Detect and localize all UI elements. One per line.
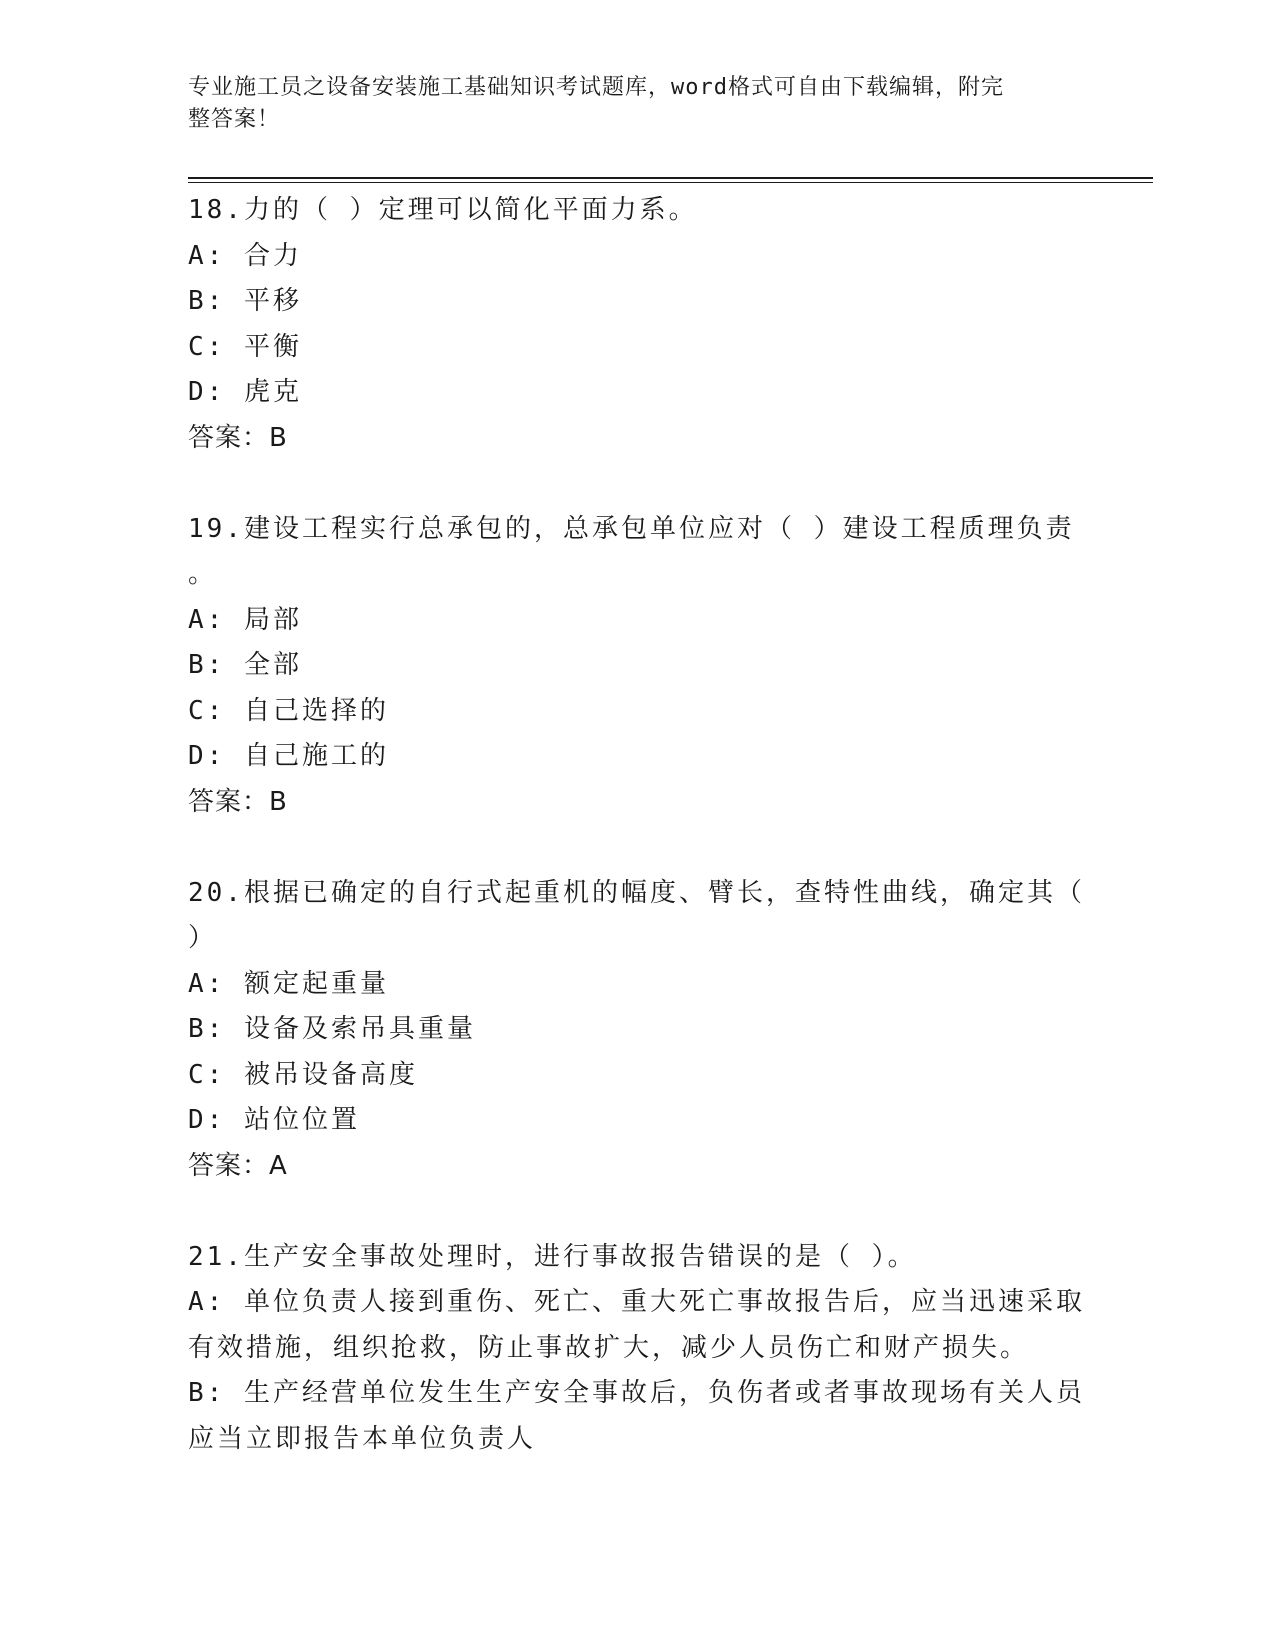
question-stem-continued: 。 bbox=[188, 559, 218, 589]
option-a: A: 局部 bbox=[188, 604, 302, 635]
answer: 答案：B bbox=[188, 786, 288, 817]
option-c: C: 自己选择的 bbox=[188, 695, 389, 726]
option-d: D: 虎克 bbox=[188, 377, 302, 407]
answer: 答案：B bbox=[188, 422, 288, 453]
option-c: C: 被吊设备高度 bbox=[188, 1059, 418, 1090]
option-a: A: 合力 bbox=[188, 240, 302, 271]
option-b-continued: 应当立即报告本单位负责人 bbox=[188, 1423, 537, 1454]
question-list bbox=[188, 188, 1088, 1462]
option-b: B: 生产经营单位发生生产安全事故后，负伤者或者事故现场有关人员 bbox=[188, 1378, 1085, 1408]
option-b: B: 设备及索吊具重量 bbox=[188, 1014, 476, 1044]
option-b: B: 全部 bbox=[188, 650, 302, 680]
question-stem: 18.力的（ ）定理可以简化平面力系。 bbox=[188, 195, 698, 225]
question-stem: 19.建设工程实行总承包的，总承包单位应对（ ）建设工程质理负责 bbox=[188, 513, 1075, 544]
option-a: A: 单位负责人接到重伤、死亡、重大死亡事故报告后，应当迅速采取 bbox=[188, 1287, 1085, 1317]
question-stem: 21.生产安全事故处理时，进行事故报告错误的是（ ）。 bbox=[188, 1241, 917, 1272]
header-divider-thin bbox=[188, 182, 1153, 183]
question-20 bbox=[188, 871, 1088, 1190]
answer: 答案：A bbox=[188, 1150, 288, 1181]
spacer bbox=[188, 461, 1088, 507]
question-21 bbox=[188, 1235, 1088, 1463]
spacer bbox=[188, 1189, 1088, 1235]
header-divider-thick bbox=[188, 177, 1153, 179]
option-d: D: 自己施工的 bbox=[188, 741, 389, 771]
option-b: B: 平移 bbox=[188, 286, 302, 316]
option-c: C: 平衡 bbox=[188, 331, 302, 362]
document-header bbox=[188, 72, 1068, 136]
question-stem: 20.根据已确定的自行式起重机的幅度、臂长，查特性曲线，确定其（ bbox=[188, 877, 1085, 908]
question-19 bbox=[188, 507, 1088, 826]
option-d: D: 站位位置 bbox=[188, 1105, 360, 1135]
header-line-2: 整答案！ bbox=[188, 107, 281, 132]
option-a-continued: 有效措施，组织抢救，防止事故扩大，减少人员伤亡和财产损失。 bbox=[188, 1332, 1030, 1363]
spacer bbox=[188, 825, 1088, 871]
option-a: A: 额定起重量 bbox=[188, 968, 389, 999]
question-18 bbox=[188, 188, 1088, 461]
question-stem-continued: ） bbox=[188, 923, 218, 953]
header-line-1: 专业施工员之设备安装施工基础知识考试题库，word格式可自由下载编辑，附完 bbox=[188, 75, 1004, 100]
